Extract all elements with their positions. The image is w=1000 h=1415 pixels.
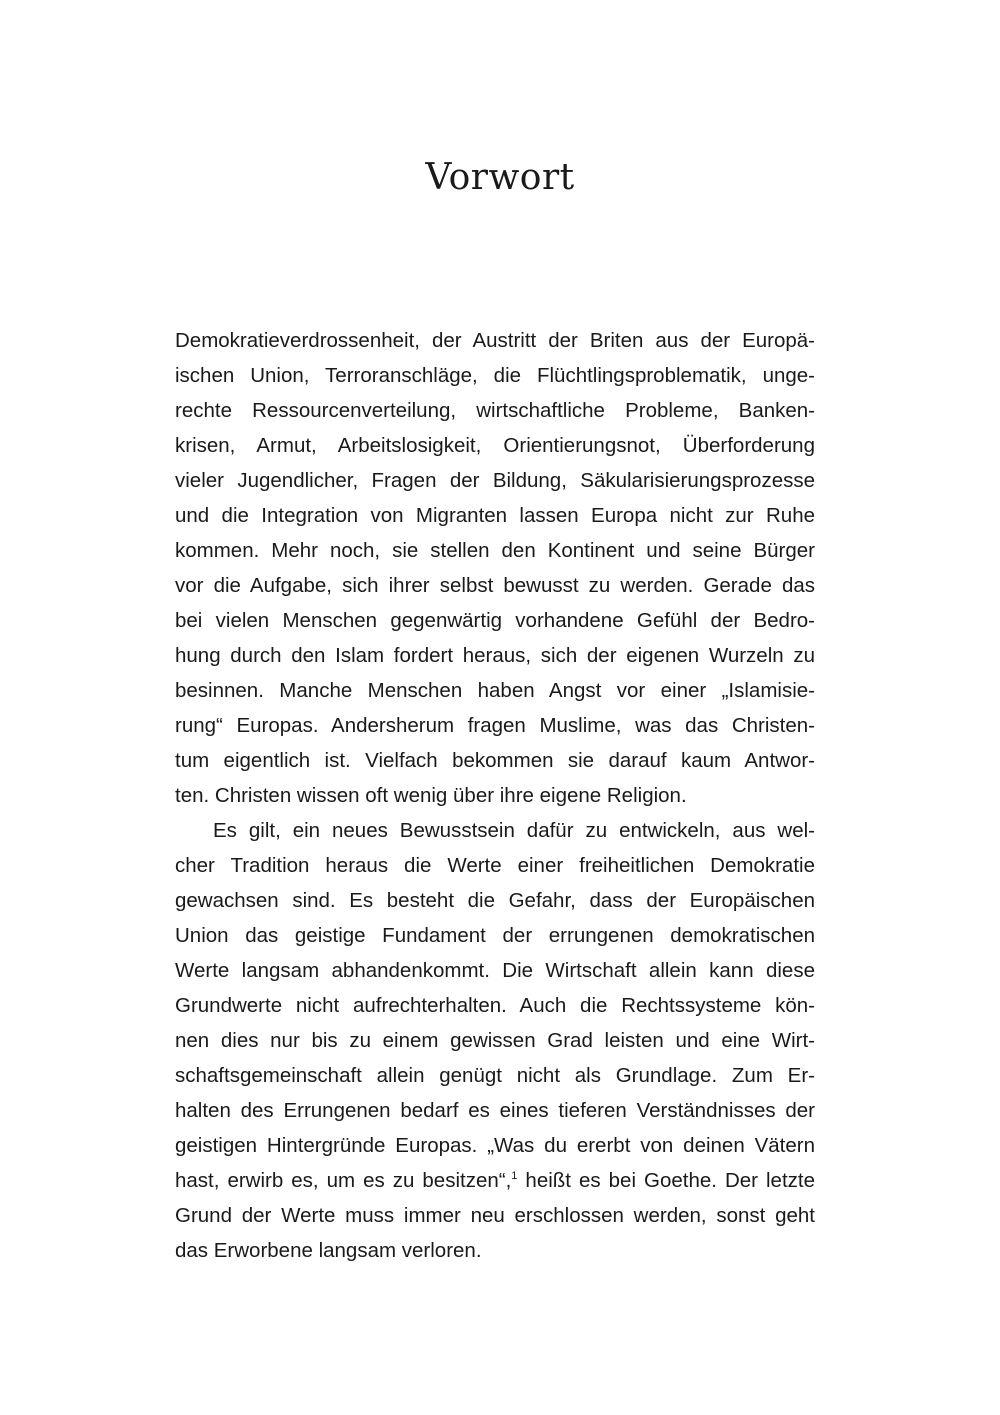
text-line: kommen. Mehr noch, sie stellen den Kontinent und seine Bürger bbox=[175, 539, 815, 562]
text-line: rechte Ressourcenverteilung, wirtschaftliche Probleme, Banken- bbox=[175, 399, 815, 422]
text-line: besinnen. Manche Menschen haben Angst vor einer „Islamisie- bbox=[175, 679, 815, 702]
text-line: cher Tradition heraus die Werte einer freiheitlichen Demokratie bbox=[175, 854, 815, 877]
text-line: Werte langsam abhandenkommt. Die Wirtschaft allein kann diese bbox=[175, 959, 815, 982]
text-line: Demokratieverdrossenheit, der Austritt der Briten aus der Europä- bbox=[175, 329, 815, 352]
text-line: Grund der Werte muss immer neu erschlossen werden, sonst geht bbox=[175, 1204, 815, 1227]
text-line: Grundwerte nicht aufrechterhalten. Auch die Rechtssysteme kön- bbox=[175, 994, 815, 1017]
text-line: Es gilt, ein neues Bewusstsein dafür zu entwickeln, aus wel- bbox=[213, 819, 815, 842]
text-line: nen dies nur bis zu einem gewissen Grad leisten und eine Wirt- bbox=[175, 1029, 815, 1052]
text-line: halten des Errungenen bedarf es eines tieferen Verständnisses der bbox=[175, 1099, 815, 1122]
text-line: ten. Christen wissen oft wenig über ihre eigene Religion. bbox=[175, 784, 687, 807]
text-line: Union das geistige Fundament der errungenen demokratischen bbox=[175, 924, 815, 947]
paragraph-1 bbox=[175, 323, 815, 813]
text-line: ischen Union, Terroranschläge, die Flüchtlingsproblematik, unge- bbox=[175, 364, 815, 387]
text-line: vieler Jugendlicher, Fragen der Bildung, Säkularisierungsprozesse bbox=[175, 469, 815, 492]
text-line: geistigen Hintergründe Europas. „Was du ererbt von deinen Vätern bbox=[175, 1134, 815, 1157]
text-line: gewachsen sind. Es besteht die Gefahr, dass der Europäischen bbox=[175, 889, 815, 912]
chapter-title: Vorwort bbox=[425, 157, 575, 198]
text-line: schaftsgemeinschaft allein genügt nicht als Grundlage. Zum Er- bbox=[175, 1064, 815, 1087]
text-line: hung durch den Islam fordert heraus, sich der eigenen Wurzeln zu bbox=[175, 644, 815, 667]
text-segment: heißt es bei Goethe. Der letzte bbox=[517, 1169, 816, 1192]
text-line: rung“ Europas. Andersherum fragen Muslime, was das Christen- bbox=[175, 714, 815, 737]
text-segment: hast, erwirb es, um es zu besitzen“, bbox=[175, 1169, 512, 1192]
text-line-footnote bbox=[175, 1163, 815, 1198]
text-line: und die Integration von Migranten lassen Europa nicht zur Ruhe bbox=[175, 504, 815, 527]
footnote-marker[interactable]: 1 bbox=[511, 1170, 518, 1182]
text-line: vor die Aufgabe, sich ihrer selbst bewusst zu werden. Gerade das bbox=[175, 574, 815, 597]
text-line: krisen, Armut, Arbeitslosigkeit, Orientierungsnot, Überforderung bbox=[175, 434, 815, 457]
paragraph-2 bbox=[175, 813, 815, 1268]
body-text bbox=[175, 323, 815, 1268]
text-line: das Erworbene langsam verloren. bbox=[175, 1239, 482, 1262]
text-line: tum eigentlich ist. Vielfach bekommen sie darauf kaum Antwor- bbox=[175, 749, 815, 772]
text-line: bei vielen Menschen gegenwärtig vorhandene Gefühl der Bedro- bbox=[175, 609, 815, 632]
